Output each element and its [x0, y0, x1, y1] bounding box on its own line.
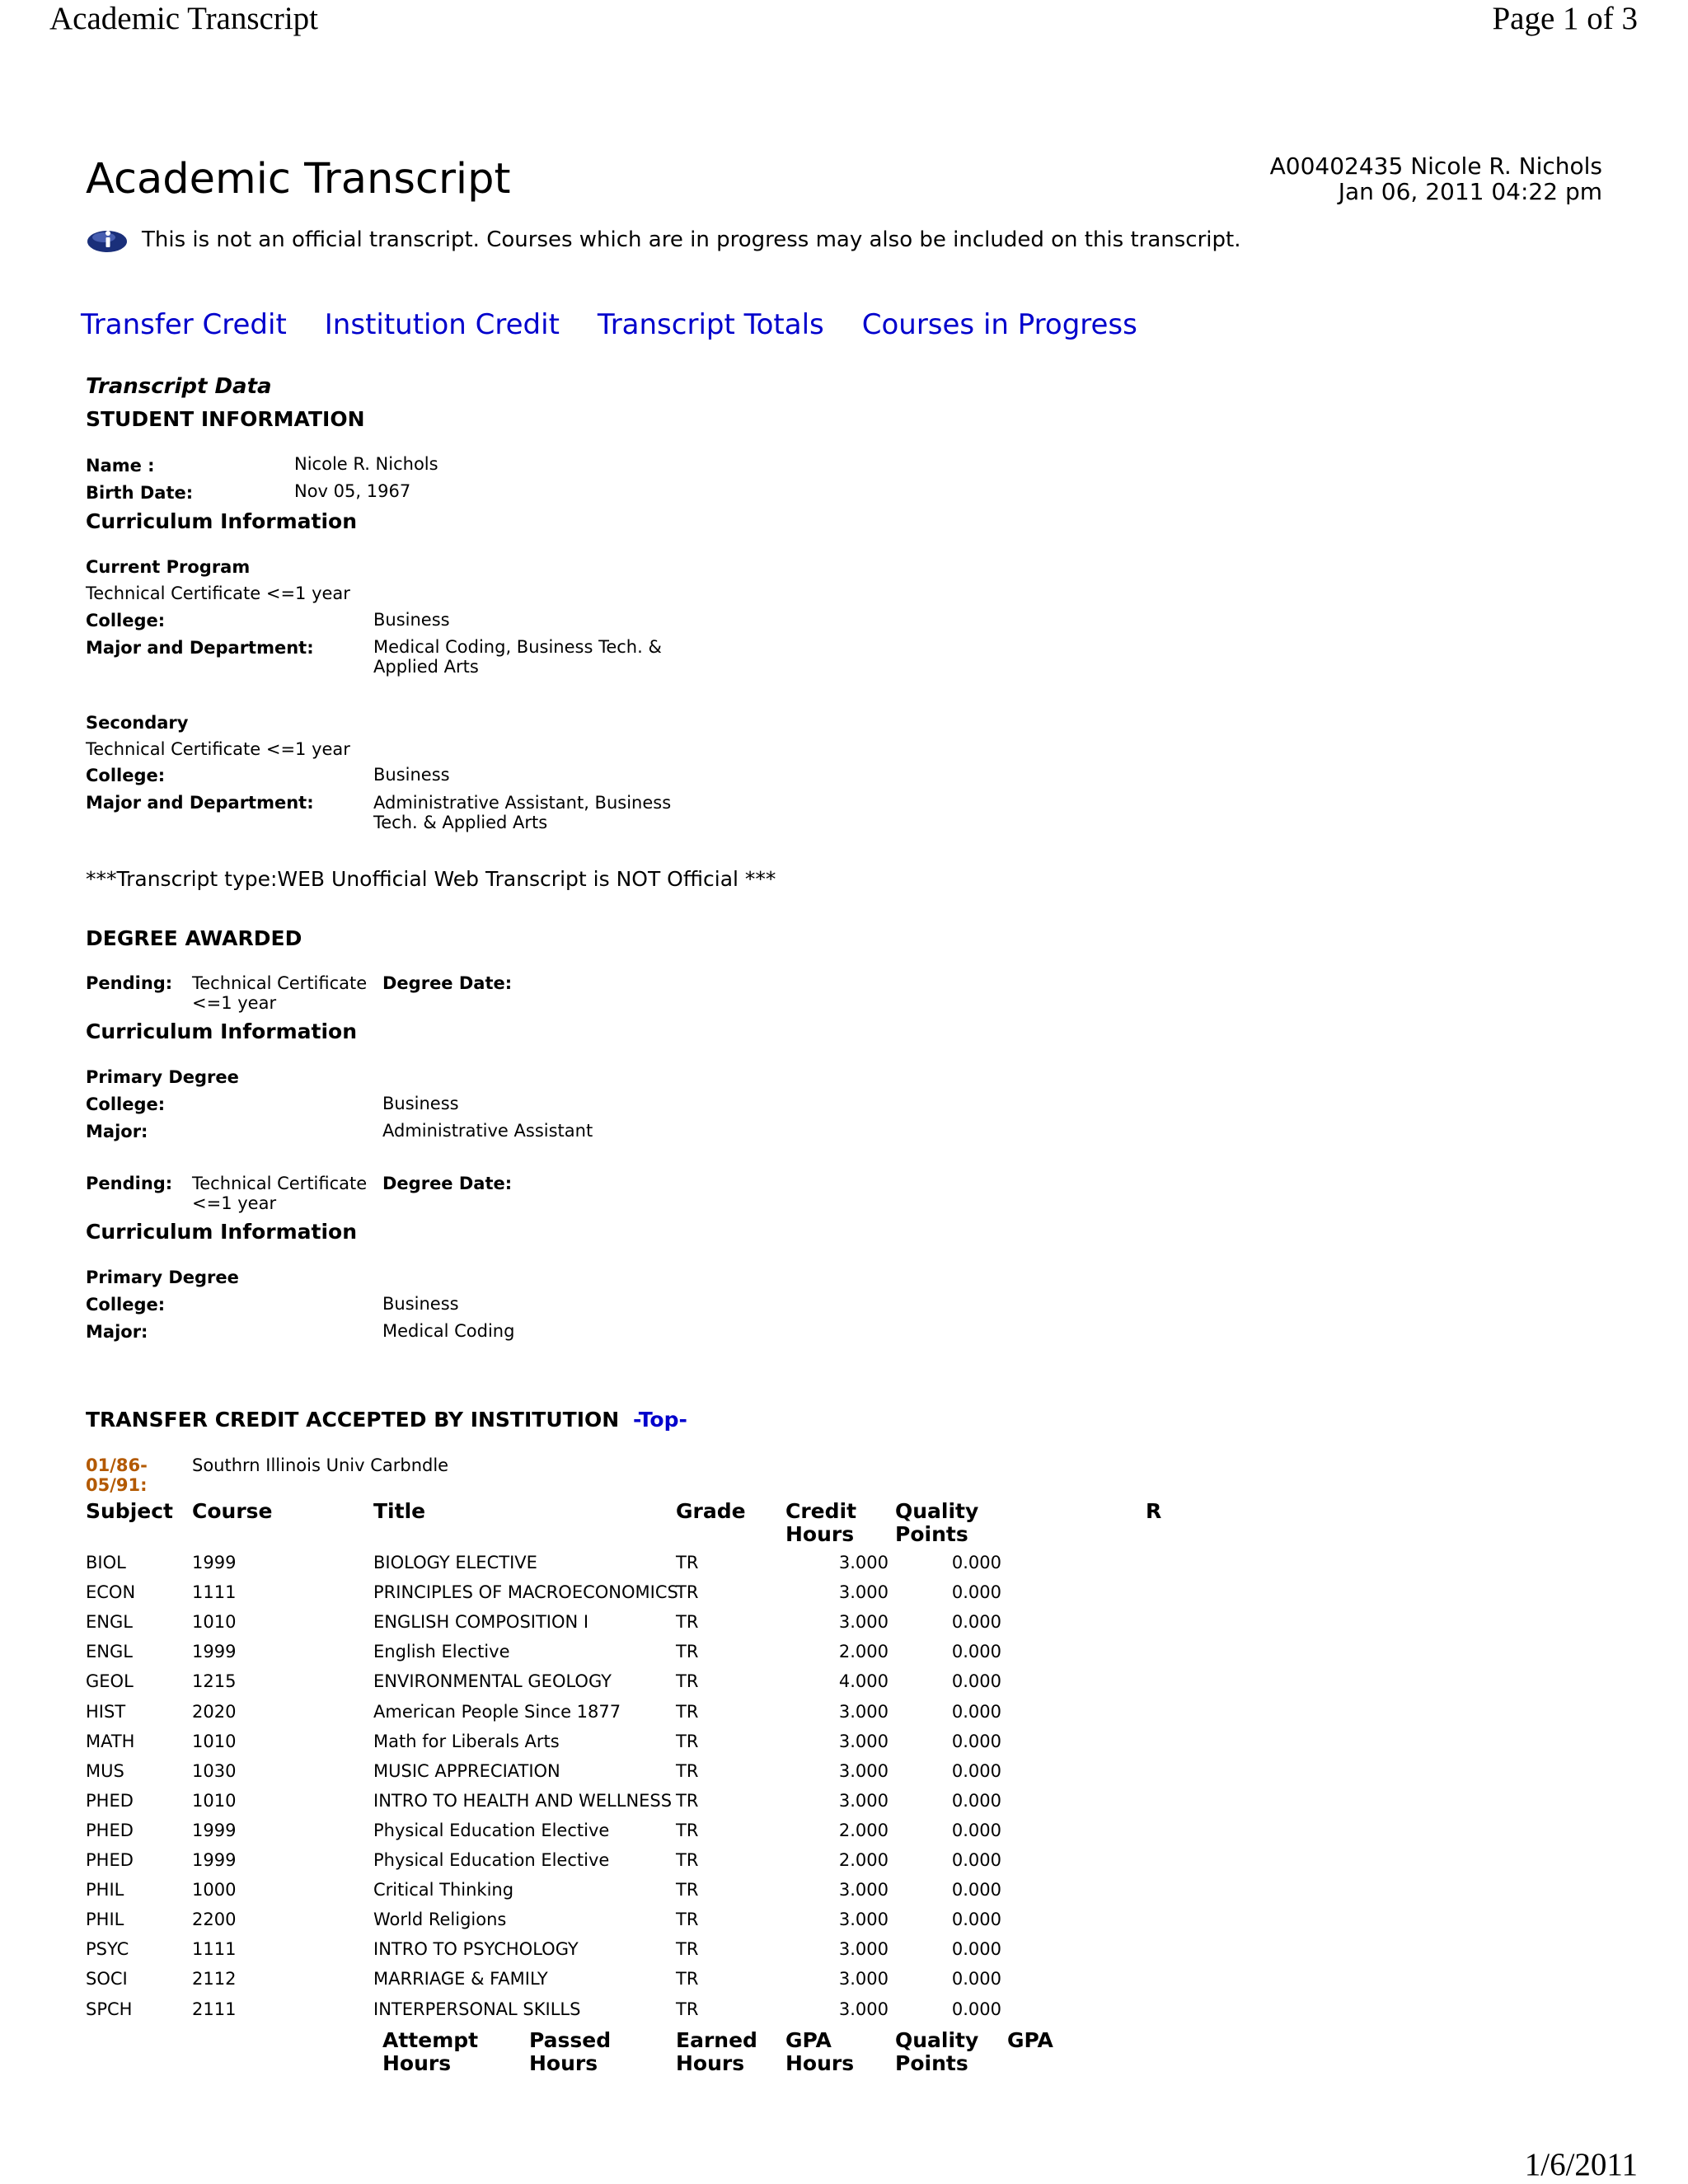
row-grade: TR: [676, 1553, 699, 1572]
row-grade: TR: [676, 1671, 699, 1692]
transfer-term: [86, 1455, 148, 1495]
birth-date-label: Birth Date:: [86, 483, 194, 503]
col-course: Course: [192, 1499, 273, 1523]
degree-college-value: Business: [382, 1294, 459, 1314]
row-quality-points: 0.000: [951, 1880, 1001, 1900]
current-major-value: [373, 637, 662, 677]
degree-major-value: Medical Coding: [382, 1321, 515, 1341]
row-title: English Elective: [373, 1642, 510, 1662]
row-subject: PSYC: [86, 1939, 129, 1960]
row-course: 1999: [192, 1642, 237, 1662]
col-attempt-hours-line: Hours: [382, 2051, 452, 2075]
transfer-credit-heading: TRANSFER CREDIT ACCEPTED BY INSTITUTION: [86, 1408, 620, 1432]
row-course: 2112: [192, 1969, 237, 1990]
degree-major-value: Administrative Assistant: [382, 1121, 593, 1141]
row-subject: GEOL: [86, 1671, 134, 1692]
major-label: Major:: [86, 1122, 148, 1141]
col-credit-hours-line: Hours: [785, 1522, 855, 1546]
row-course: 1010: [192, 1612, 237, 1633]
row-subject: PHED: [86, 1790, 134, 1811]
row-grade: TR: [676, 1790, 699, 1811]
row-title: American People Since 1877: [373, 1701, 621, 1722]
row-title: PRINCIPLES OF MACROECONOMICS: [373, 1582, 678, 1603]
col-grade: Grade: [676, 1499, 746, 1523]
row-course: 1111: [192, 1939, 237, 1960]
major-department-label: Major and Department:: [86, 638, 314, 658]
pending-label: Pending:: [86, 973, 173, 993]
row-title: ENVIRONMENTAL GEOLOGY: [373, 1671, 612, 1692]
nav-transfer-credit[interactable]: Transfer Credit: [81, 308, 287, 341]
curriculum-heading: Curriculum Information: [86, 509, 358, 533]
col-r: R: [1146, 1499, 1162, 1523]
col-quality-points-line: Quality: [895, 1499, 979, 1523]
row-credit-hours: 3.000: [838, 1969, 889, 1990]
row-title: Math for Liberals Arts: [373, 1731, 560, 1751]
row-subject: PHIL: [86, 1910, 124, 1930]
col-subject: Subject: [86, 1499, 173, 1523]
row-course: 1999: [192, 1820, 237, 1840]
row-grade: TR: [676, 1880, 699, 1900]
row-course: 1010: [192, 1731, 237, 1751]
term-line: 01/86-: [86, 1455, 148, 1475]
row-subject: PHED: [86, 1820, 134, 1840]
row-grade: TR: [676, 1939, 699, 1960]
pending-degree-line: <=1 year: [192, 1193, 277, 1213]
nav-transcript-totals[interactable]: Transcript Totals: [597, 308, 824, 341]
row-title: ENGLISH COMPOSITION I: [373, 1612, 589, 1633]
row-quality-points: 0.000: [951, 1553, 1001, 1572]
current-program-value: Technical Certificate <=1 year: [86, 583, 350, 603]
pending-degree-line: <=1 year: [192, 993, 277, 1013]
row-quality-points: 0.000: [951, 1910, 1001, 1930]
row-subject: HIST: [86, 1701, 126, 1722]
row-title: MUSIC APPRECIATION: [373, 1760, 560, 1781]
page-title: Academic Transcript: [86, 155, 511, 204]
pending-degree-line: Technical Certificate: [192, 1174, 368, 1193]
degree-date-label: Degree Date:: [382, 1174, 513, 1193]
student-info-heading: STUDENT INFORMATION: [86, 407, 365, 431]
row-grade: TR: [676, 1642, 699, 1662]
row-course: 1111: [192, 1582, 237, 1603]
row-credit-hours: 3.000: [838, 1612, 889, 1633]
row-subject: MATH: [86, 1731, 135, 1751]
birth-date-value: Nov 05, 1967: [294, 481, 411, 501]
row-grade: TR: [676, 1760, 699, 1781]
row-quality-points: 0.000: [951, 1820, 1001, 1840]
row-subject: PHED: [86, 1850, 134, 1870]
current-program-label: Current Program: [86, 557, 251, 577]
col-total-quality-points-line: Quality: [895, 2028, 979, 2052]
row-course: 1215: [192, 1671, 237, 1692]
print-footer-date: 1/6/2011: [1524, 2147, 1638, 2182]
row-credit-hours: 3.000: [838, 1939, 889, 1960]
term-line: 05/91:: [86, 1475, 148, 1495]
row-grade: TR: [676, 1582, 699, 1603]
current-college-value: Business: [373, 610, 450, 630]
row-grade: TR: [676, 1969, 699, 1990]
curriculum-heading: Curriculum Information: [86, 1019, 358, 1043]
row-course: 2020: [192, 1701, 237, 1722]
top-link[interactable]: -Top-: [633, 1408, 687, 1432]
pending-label: Pending:: [86, 1174, 173, 1193]
nav-courses-in-progress[interactable]: Courses in Progress: [861, 308, 1137, 341]
col-earned-hours: [676, 2029, 757, 2075]
col-passed-hours-line: Hours: [529, 2051, 598, 2075]
col-attempt-hours-line: Attempt: [382, 2028, 479, 2052]
row-grade: TR: [676, 1701, 699, 1722]
secondary-label: Secondary: [86, 713, 189, 733]
row-course: 1030: [192, 1760, 237, 1781]
secondary-major-line: Administrative Assistant, Business: [373, 793, 672, 813]
row-subject: ECON: [86, 1582, 136, 1603]
row-quality-points: 0.000: [951, 1760, 1001, 1781]
row-quality-points: 0.000: [951, 1642, 1001, 1662]
row-title: BIOLOGY ELECTIVE: [373, 1553, 537, 1572]
row-credit-hours: 3.000: [838, 1701, 889, 1722]
primary-degree-label: Primary Degree: [86, 1067, 239, 1087]
row-credit-hours: 2.000: [838, 1642, 889, 1662]
col-quality-points: [895, 1500, 978, 1546]
row-subject: BIOL: [86, 1553, 126, 1572]
curriculum-heading: Curriculum Information: [86, 1220, 358, 1244]
row-quality-points: 0.000: [951, 1790, 1001, 1811]
row-title: INTERPERSONAL SKILLS: [373, 1999, 581, 2019]
row-grade: TR: [676, 1999, 699, 2019]
row-course: 1999: [192, 1850, 237, 1870]
col-earned-hours-line: Earned: [676, 2028, 757, 2052]
student-id-block: [1270, 153, 1602, 204]
major-department-label: Major and Department:: [86, 793, 314, 813]
row-subject: SOCI: [86, 1969, 128, 1990]
row-title: Physical Education Elective: [373, 1850, 610, 1870]
current-major-line: Medical Coding, Business Tech. &: [373, 637, 662, 657]
col-quality-points-line: Points: [895, 1522, 968, 1546]
row-quality-points: 0.000: [951, 1582, 1001, 1603]
col-credit-hours: [785, 1500, 856, 1546]
col-passed-hours: [529, 2029, 611, 2075]
row-credit-hours: 3.000: [838, 1582, 889, 1603]
page-indicator: Page 1 of 3: [1492, 1, 1638, 36]
row-quality-points: 0.000: [951, 1731, 1001, 1751]
row-credit-hours: 3.000: [838, 1553, 889, 1572]
secondary-major-line: Tech. & Applied Arts: [373, 813, 548, 832]
current-major-line: Applied Arts: [373, 657, 479, 677]
row-grade: TR: [676, 1731, 699, 1751]
col-earned-hours-line: Hours: [676, 2051, 745, 2075]
row-credit-hours: 2.000: [838, 1820, 889, 1840]
row-title: World Religions: [373, 1910, 507, 1930]
row-quality-points: 0.000: [951, 1999, 1001, 2019]
transcript-data-heading: Transcript Data: [86, 374, 272, 399]
col-passed-hours-line: Passed: [529, 2028, 612, 2052]
print-header-title: Academic Transcript: [49, 1, 319, 36]
row-credit-hours: 3.000: [838, 1999, 889, 2019]
section-nav: [81, 308, 1137, 341]
report-timestamp: Jan 06, 2011 04:22 pm: [1338, 178, 1602, 205]
row-title: Critical Thinking: [373, 1880, 514, 1900]
info-icon: [86, 226, 132, 254]
row-subject: MUS: [86, 1760, 124, 1781]
secondary-major-value: [373, 793, 671, 832]
degree-awarded-heading: DEGREE AWARDED: [86, 926, 302, 950]
col-credit-hours-line: Credit: [785, 1499, 857, 1523]
student-id-name: A00402435 Nicole R. Nichols: [1269, 152, 1602, 180]
col-total-quality-points-line: Points: [895, 2051, 968, 2075]
row-credit-hours: 3.000: [838, 1790, 889, 1811]
row-quality-points: 0.000: [951, 1612, 1001, 1633]
secondary-college-value: Business: [373, 765, 450, 785]
row-quality-points: 0.000: [951, 1671, 1001, 1692]
name-label: Name :: [86, 456, 155, 476]
row-subject: SPCH: [86, 1999, 133, 2019]
row-credit-hours: 3.000: [838, 1731, 889, 1751]
row-course: 1000: [192, 1880, 237, 1900]
secondary-program-value: Technical Certificate <=1 year: [86, 739, 350, 759]
row-subject: ENGL: [86, 1642, 133, 1662]
row-grade: TR: [676, 1612, 699, 1633]
col-gpa-hours-line: Hours: [785, 2051, 855, 2075]
major-label: Major:: [86, 1322, 148, 1342]
degree-date-label: Degree Date:: [382, 973, 513, 993]
row-course: 2200: [192, 1910, 237, 1930]
row-credit-hours: 3.000: [838, 1880, 889, 1900]
row-title: INTRO TO HEALTH AND WELLNESS: [373, 1790, 673, 1811]
col-gpa-hours-line: GPA: [785, 2028, 832, 2052]
row-credit-hours: 4.000: [838, 1671, 889, 1692]
row-quality-points: 0.000: [951, 1701, 1001, 1722]
col-title: Title: [373, 1499, 426, 1523]
row-course: 1010: [192, 1790, 237, 1811]
transfer-institution: Southrn Illinois Univ Carbndle: [192, 1455, 449, 1475]
row-subject: PHIL: [86, 1880, 124, 1900]
row-title: INTRO TO PSYCHOLOGY: [373, 1939, 579, 1960]
transcript-type-note: ***Transcript type:WEB Unofficial Web Transcript is NOT Official ***: [86, 867, 776, 891]
row-quality-points: 0.000: [951, 1850, 1001, 1870]
col-gpa-hours: [785, 2029, 854, 2075]
notice: [86, 226, 1240, 254]
pending-degree-value: [192, 973, 367, 1013]
college-label: College:: [86, 1295, 166, 1315]
row-grade: TR: [676, 1820, 699, 1840]
row-credit-hours: 2.000: [838, 1850, 889, 1870]
college-label: College:: [86, 611, 166, 630]
row-grade: TR: [676, 1850, 699, 1870]
row-course: 1999: [192, 1553, 237, 1572]
row-grade: TR: [676, 1910, 699, 1930]
pending-degree-line: Technical Certificate: [192, 973, 368, 993]
notice-text: This is not an official transcript. Courses which are in progress may also be included on this transcript.: [142, 227, 1241, 252]
row-credit-hours: 3.000: [838, 1760, 889, 1781]
college-label: College:: [86, 1094, 166, 1114]
degree-college-value: Business: [382, 1094, 459, 1113]
pending-degree-value: [192, 1174, 367, 1213]
row-credit-hours: 3.000: [838, 1910, 889, 1930]
row-title: Physical Education Elective: [373, 1820, 610, 1840]
name-value: Nicole R. Nichols: [294, 454, 438, 474]
row-title: MARRIAGE & FAMILY: [373, 1969, 548, 1990]
row-subject: ENGL: [86, 1612, 133, 1633]
row-course: 2111: [192, 1999, 237, 2019]
col-gpa: GPA: [1007, 2028, 1053, 2052]
col-total-quality-points: [895, 2029, 978, 2075]
row-quality-points: 0.000: [951, 1939, 1001, 1960]
row-quality-points: 0.000: [951, 1969, 1001, 1990]
col-attempt-hours: [382, 2029, 478, 2075]
primary-degree-label: Primary Degree: [86, 1268, 239, 1287]
college-label: College:: [86, 766, 166, 785]
nav-institution-credit[interactable]: Institution Credit: [324, 308, 560, 341]
